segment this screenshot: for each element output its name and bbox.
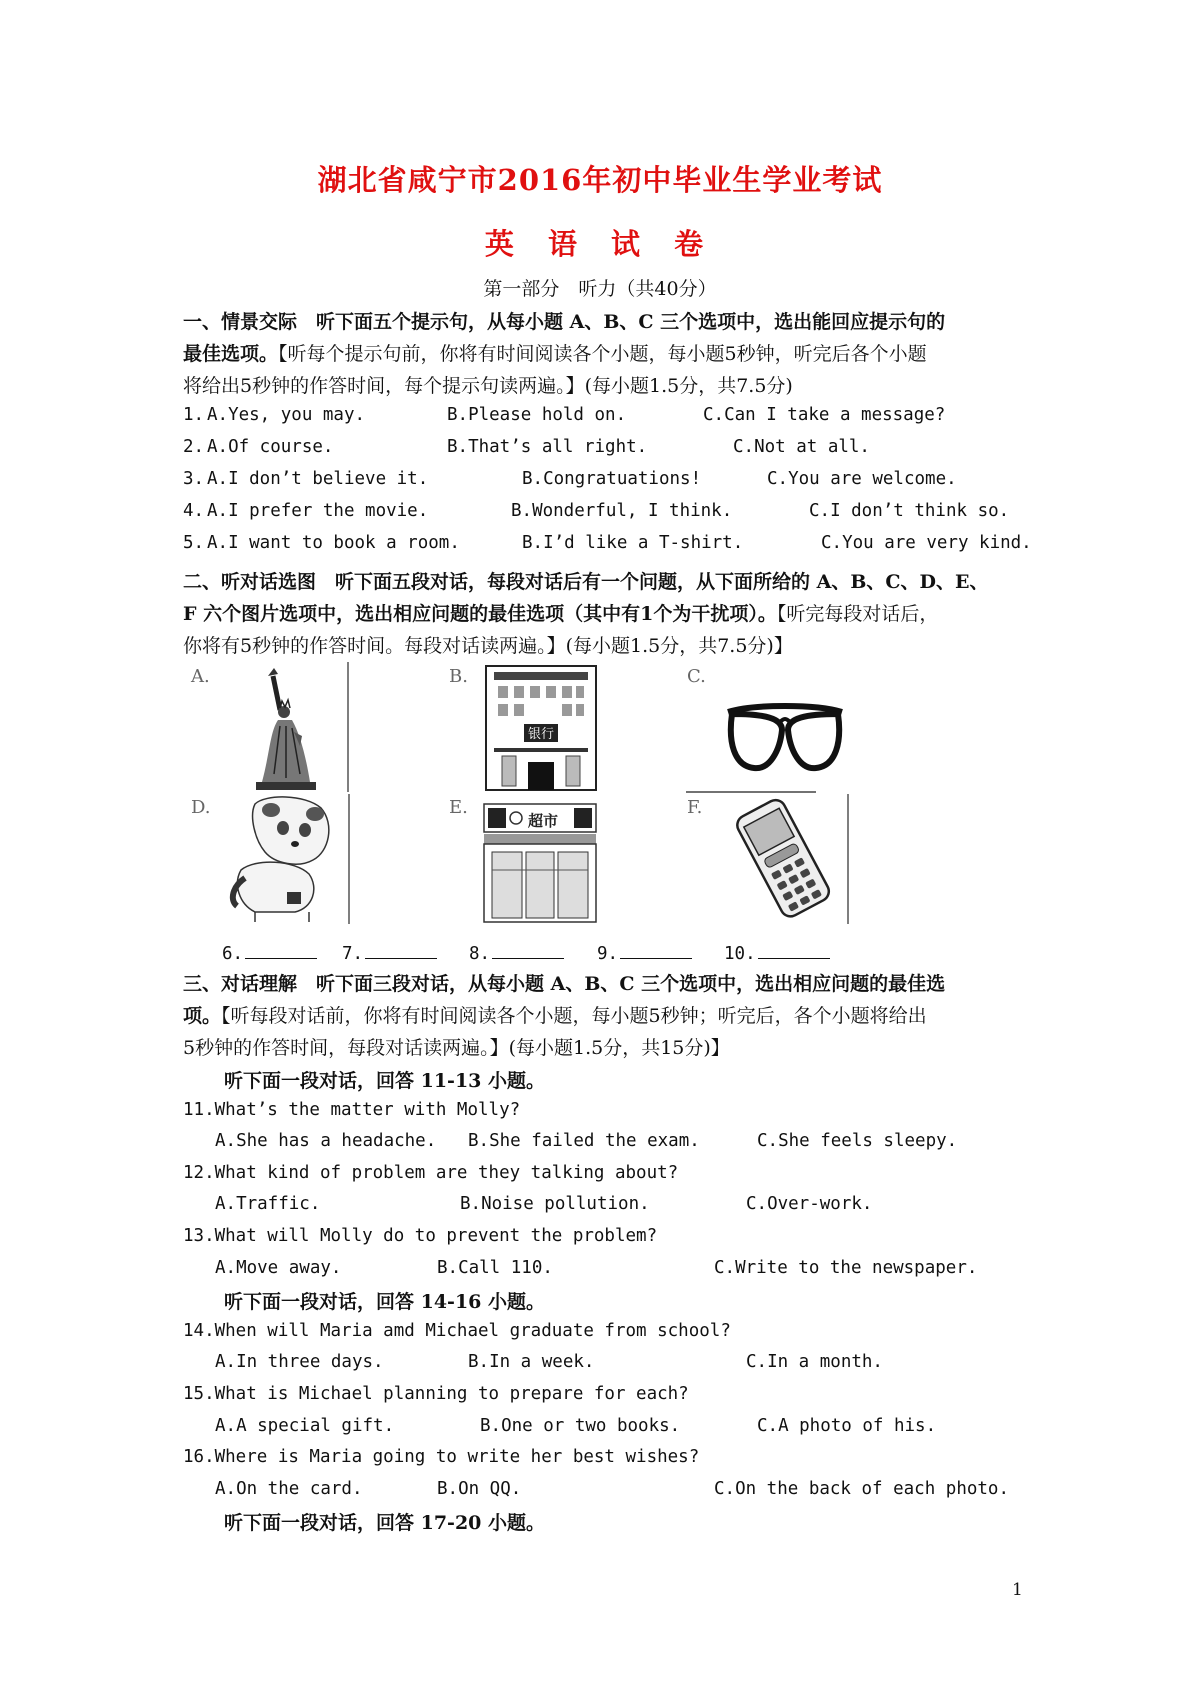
section2-heading-line: 二、听对话选图 听下面五段对话，每段对话后有一个问题，从下面所给的 A、B、C、D、E、 bbox=[183, 571, 989, 593]
option-c: C.In a month. bbox=[746, 1352, 883, 1373]
section1-heading-line: 最佳选项。【听每个提示句前，你将有时间阅读各个小题，每小题5秒钟，听完后各个小题 bbox=[183, 343, 927, 365]
option-b: B.Congratuations! bbox=[522, 469, 702, 489]
picture-label: B. bbox=[449, 666, 468, 687]
dialogue-intro: 听下面一段对话，回答 17-20 小题。 bbox=[224, 1512, 545, 1535]
option-c: C.You are welcome. bbox=[767, 469, 957, 489]
bank-building-icon bbox=[482, 662, 600, 792]
option-a: A.Move away. bbox=[215, 1257, 342, 1278]
answer-blank[interactable] bbox=[724, 940, 830, 964]
section1-heading-line: 将给出5秒钟的作答时间，每个提示句读两遍。】(每小题1.5分，共7.5分) bbox=[183, 375, 793, 397]
option-a: A.I don’t believe it. bbox=[207, 469, 429, 489]
answer-blank-line[interactable] bbox=[492, 940, 564, 959]
picture-label: A. bbox=[191, 666, 210, 687]
option-b: B.She failed the exam. bbox=[468, 1131, 700, 1152]
picture-label: E. bbox=[449, 797, 468, 818]
page-number: 1 bbox=[1012, 1580, 1023, 1600]
question-number: 5. bbox=[183, 533, 205, 553]
option-b: B.Call 110. bbox=[437, 1257, 553, 1278]
answer-blank-number: 7. bbox=[342, 944, 364, 964]
option-b: B.In a week. bbox=[468, 1352, 595, 1373]
picture-label: D. bbox=[191, 797, 211, 818]
exam-subtitle: 英 语 试 卷 bbox=[484, 227, 716, 261]
section3-heading-line: 项。【听每段对话前，你将有时间阅读各个小题，每小题5秒钟；听完后，各个小题将给出 bbox=[183, 1005, 927, 1027]
answer-blank-number: 9. bbox=[597, 944, 619, 964]
section2-heading-line: F 六个图片选项中，选出相应问题的最佳选项（其中有1个为干扰项）。【听完每段对话后， bbox=[183, 603, 939, 625]
section3-heading-line: 5秒钟的作答时间，每段对话读两遍。】(每小题1.5分，共15分)】 bbox=[183, 1037, 730, 1059]
question-text: 13.What will Molly do to prevent the problem? bbox=[183, 1226, 658, 1246]
option-a: A.Of course. bbox=[207, 437, 334, 457]
option-c: C.Can I take a message? bbox=[703, 405, 946, 425]
question-text: 15.What is Michael planning to prepare for each? bbox=[183, 1384, 689, 1404]
answer-blank-line[interactable] bbox=[365, 940, 437, 959]
question-number: 3. bbox=[183, 469, 205, 489]
option-b: B.On QQ. bbox=[437, 1478, 522, 1499]
answer-blank[interactable] bbox=[469, 940, 564, 964]
question-number: 2. bbox=[183, 437, 205, 457]
option-b: B.That’s all right. bbox=[447, 437, 648, 457]
option-c: C.On the back of each photo. bbox=[714, 1478, 1010, 1499]
option-b: B.One or two books. bbox=[480, 1415, 681, 1436]
option-c: C.Over-work. bbox=[746, 1194, 873, 1215]
mobile-phone-icon bbox=[724, 794, 850, 924]
supermarket-sign: 超市 bbox=[528, 812, 559, 830]
statue-of-liberty-icon bbox=[240, 662, 350, 792]
picture-label: C. bbox=[687, 666, 706, 687]
question-number: 4. bbox=[183, 501, 205, 521]
question-text: 12.What kind of problem are they talking about? bbox=[183, 1162, 679, 1183]
section2-heading-line: 你将有5秒钟的作答时间。每段对话读两遍。】(每小题1.5分，共7.5分)】 bbox=[183, 635, 793, 657]
option-a: A.I prefer the movie. bbox=[207, 501, 429, 521]
answer-blank[interactable] bbox=[342, 940, 437, 964]
option-c: C.I don’t think so. bbox=[809, 501, 1010, 521]
exam-title: 湖北省咸宁市2016年初中毕业生学业考试 bbox=[317, 163, 883, 197]
answer-blank-line[interactable] bbox=[245, 940, 317, 959]
option-b: B.Noise pollution. bbox=[460, 1194, 650, 1215]
option-c: C.Not at all. bbox=[733, 437, 870, 457]
answer-blank-number: 6. bbox=[222, 944, 244, 964]
option-a: A.I want to book a room. bbox=[207, 533, 460, 553]
picture-label: F. bbox=[687, 797, 703, 818]
answer-blank-number: 10. bbox=[724, 944, 756, 964]
option-a: A.On the card. bbox=[215, 1478, 363, 1499]
answer-blank-number: 8. bbox=[469, 944, 491, 964]
answer-blank-line[interactable] bbox=[620, 940, 692, 959]
option-a: A.A special gift. bbox=[215, 1415, 395, 1436]
dialogue-intro: 听下面一段对话，回答 14-16 小题。 bbox=[224, 1291, 545, 1314]
option-b: B.Please hold on. bbox=[447, 405, 627, 425]
option-c: C.Write to the newspaper. bbox=[714, 1257, 978, 1278]
question-text: 16.Where is Maria going to write her best wishes? bbox=[183, 1447, 700, 1468]
question-text: 14.When will Maria amd Michael graduate from school? bbox=[183, 1320, 731, 1341]
bank-sign: 银行 bbox=[527, 727, 555, 742]
supermarket-icon bbox=[478, 800, 602, 924]
option-c: C.You are very kind. bbox=[821, 533, 1032, 553]
option-b: B.I’d like a T-shirt. bbox=[522, 533, 744, 553]
answer-blank[interactable] bbox=[597, 940, 692, 964]
answer-blank-line[interactable] bbox=[758, 940, 830, 959]
part-heading: 第一部分 听力（共40分） bbox=[483, 278, 717, 300]
option-c: C.A photo of his. bbox=[757, 1415, 937, 1436]
question-number: 1. bbox=[183, 405, 205, 425]
option-a: A.She has a headache. bbox=[215, 1131, 437, 1152]
section1-heading-line: 一、情景交际 听下面五个提示句，从每小题 A、B、C 三个选项中，选出能回应提示句的 bbox=[183, 311, 946, 333]
option-a: A.Yes, you may. bbox=[207, 405, 366, 425]
option-a: A.In three days. bbox=[215, 1352, 384, 1373]
option-a: A.Traffic. bbox=[215, 1194, 321, 1215]
sunglasses-icon bbox=[724, 690, 846, 786]
dialogue-intro: 听下面一段对话，回答 11-13 小题。 bbox=[224, 1070, 545, 1092]
option-b: B.Wonderful, I think. bbox=[511, 501, 733, 521]
panda-icon bbox=[225, 794, 351, 924]
section3-heading-line: 三、对话理解 听下面三段对话，从每小题 A、B、C 三个选项中，选出相应问题的最佳选 bbox=[183, 973, 946, 995]
answer-blank[interactable] bbox=[222, 940, 317, 964]
question-text: 11.What’s the matter with Molly? bbox=[183, 1099, 521, 1120]
option-c: C.She feels sleepy. bbox=[757, 1131, 958, 1152]
